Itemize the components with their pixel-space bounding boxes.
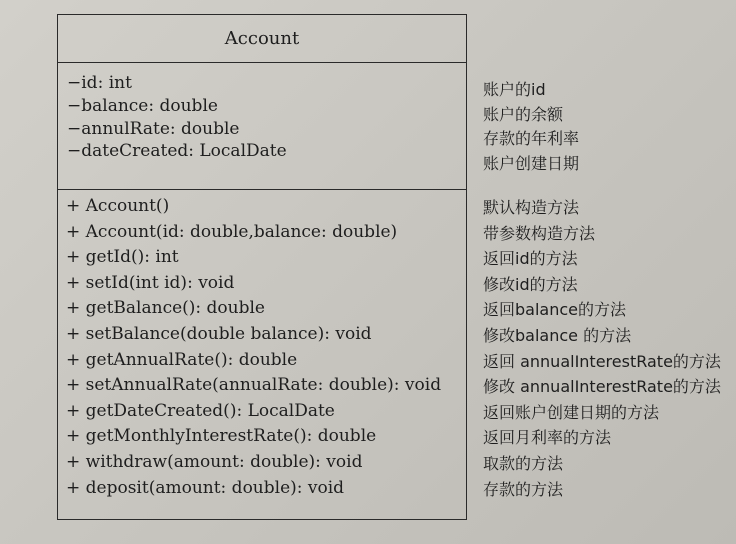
attribute-notes	[483, 78, 579, 176]
note-get-id: 返回id的方法	[483, 249, 578, 269]
attribute-id: −id: int	[67, 73, 132, 93]
note-set-balance: 修改balance 的方法	[483, 325, 632, 345]
note-annual-rate: 存款的年利率	[483, 129, 580, 149]
method-notes	[483, 195, 721, 502]
note-set-annual-rate: 修改 annualInterestRate的方法	[483, 377, 721, 397]
note-get-monthly-interest-rate: 返回月利率的方法	[483, 428, 612, 448]
method-constructor-params: + Account(id: double,balance: double)	[66, 221, 398, 242]
method-get-annual-rate: + getAnnualRate(): double	[66, 349, 298, 370]
note-get-balance: 返回balance的方法	[483, 300, 626, 320]
method-set-id: + setId(int id): void	[66, 272, 235, 293]
note-deposit: 存款的方法	[483, 479, 564, 499]
note-get-annual-rate: 返回 annualInterestRate的方法	[483, 351, 721, 371]
note-set-id: 修改id的方法	[483, 274, 578, 294]
note-balance: 账户的余额	[483, 104, 564, 124]
attribute-annul-rate: −annulRate: double	[67, 118, 240, 139]
method-constructor-default: + Account()	[66, 196, 170, 216]
note-get-date-created: 返回账户创建日期的方法	[483, 402, 660, 422]
note-constructor-default: 默认构造方法	[483, 198, 580, 217]
method-withdraw: + withdraw(amount: double): void	[66, 451, 363, 472]
methods-compartment	[58, 190, 466, 501]
note-constructor-params: 带参数构造方法	[483, 223, 596, 243]
attribute-balance: −balance: double	[67, 95, 218, 116]
method-get-date-created: + getDateCreated(): LocalDate	[66, 400, 335, 421]
method-set-annual-rate: + setAnnualRate(annualRate: double): void	[66, 375, 442, 396]
attributes-compartment	[58, 63, 466, 190]
note-withdraw: 取款的方法	[483, 453, 564, 473]
method-get-balance: + getBalance(): double	[66, 298, 265, 319]
note-date-created: 账户创建日期	[483, 153, 580, 173]
method-deposit: + deposit(amount: double): void	[66, 477, 345, 498]
method-set-balance: + setBalance(double balance): void	[66, 323, 372, 344]
method-get-id: + getId(): int	[66, 247, 179, 268]
class-name: Account	[58, 15, 466, 63]
note-id: 账户的id	[483, 80, 546, 99]
method-get-monthly-interest-rate: + getMonthlyInterestRate(): double	[66, 426, 377, 447]
attribute-date-created: −dateCreated: LocalDate	[67, 141, 287, 162]
uml-class-box	[57, 14, 467, 520]
